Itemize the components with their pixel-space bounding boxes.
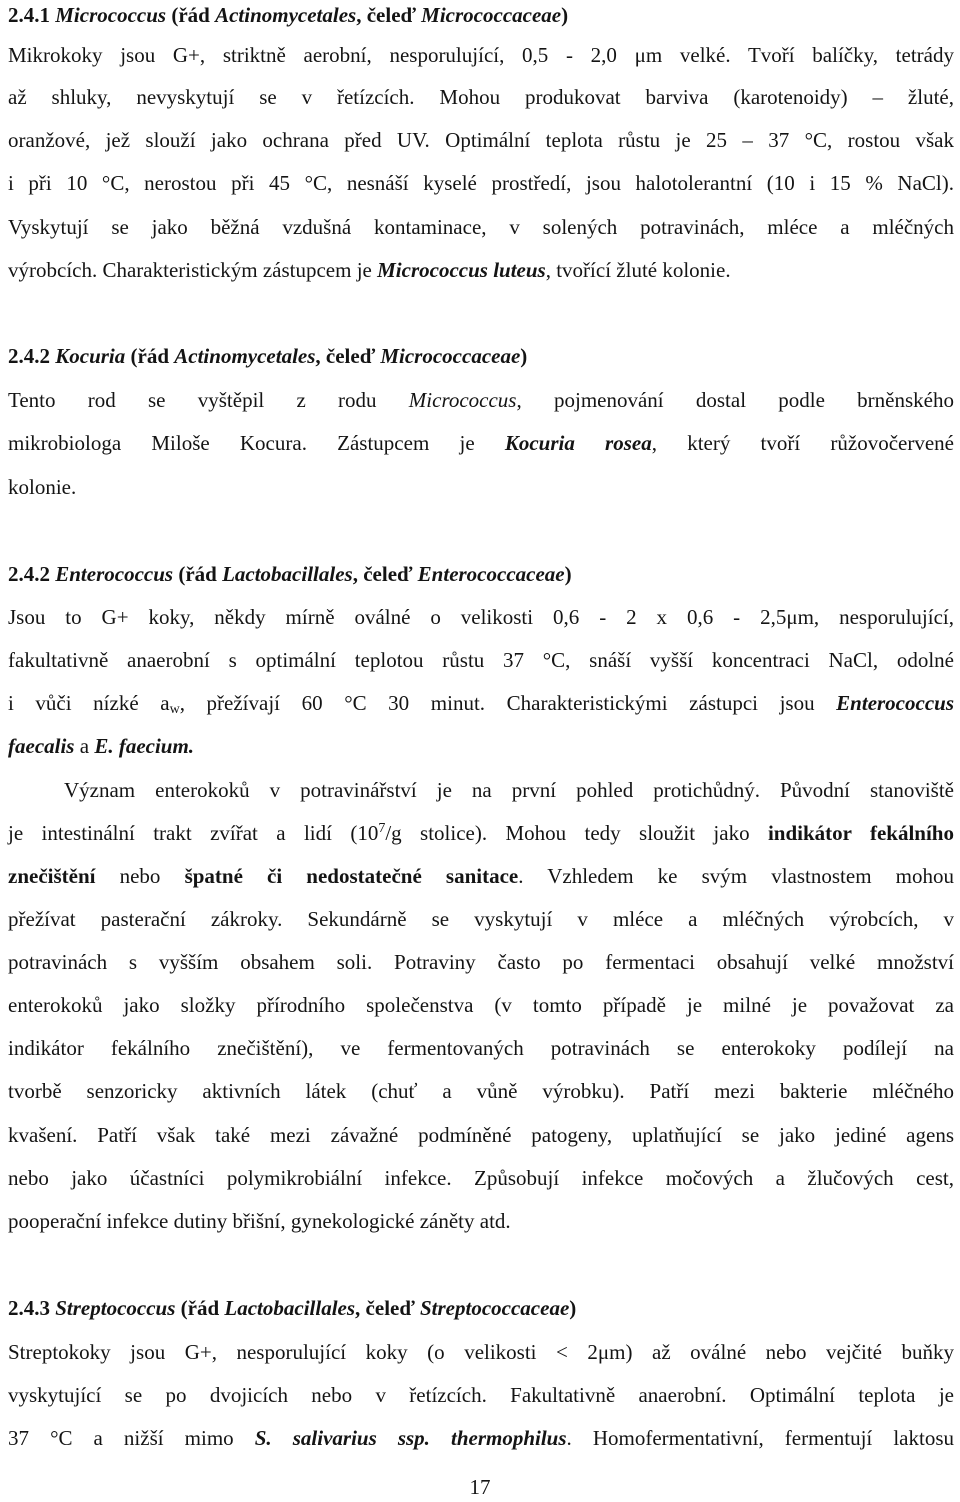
paragraph-line: 37 °C a nižší mimo S. salivarius ssp. thermophilus. Homofermentativní, fermentují laktosu — [8, 1426, 954, 1450]
paragraph-line: až shluky, nevyskytují se v řetízcích. Mohou produkovat barviva (karotenoidy) – žluté, — [8, 85, 954, 109]
paragraph-line: i při 10 °C, nerostou při 45 °C, nesnáší kyselé prostředí, jsou halotolerantní (10 i 15 % NaCl). — [8, 171, 954, 195]
paragraph-line: indikátor fekálního znečištění), ve fermentovaných potravinách se enterokoky podílejí na — [8, 1036, 954, 1060]
species-name: faecalis — [8, 734, 75, 758]
species-name: E. faecium. — [94, 734, 195, 758]
paragraph-line: faecalis a E. faecium. — [8, 734, 195, 758]
species-name: Enterococcus — [836, 691, 954, 715]
paragraph-line: Streptokoky jsou G+, nesporulující koky (o velikosti < 2μm) až oválné nebo vejčité buňky — [8, 1340, 954, 1364]
paragraph-line: Tento rod se vyštěpil z rodu Micrococcus, pojmenování dostal podle brněnského — [8, 388, 954, 412]
paragraph-line: kolonie. — [8, 475, 77, 499]
species-name: S. salivarius ssp. thermophilus — [254, 1426, 567, 1450]
species-name: Kocuria rosea — [504, 431, 652, 455]
paragraph-line: Význam enterokoků v potravinářství je na první pohled protichůdný. Původní stanoviště — [64, 778, 954, 802]
section-heading-micrococcus: 2.4.1 Micrococcus (řád Actinomycetales, čeleď Micrococcaceae) — [8, 3, 569, 27]
emphasis: znečištění — [8, 864, 96, 888]
paragraph-line: kvašení. Patří však také mezi závažné podmíněné patogeny, uplatňující se jako jediné agens — [8, 1123, 954, 1147]
paragraph-line: Jsou to G+ koky, někdy mírně oválné o velikosti 0,6 - 2 x 0,6 - 2,5μm, nesporulující, — [8, 605, 954, 629]
paragraph-line: přežívat pasterační zákroky. Sekundárně se vyskytují v mléce a mléčných výrobcích, v — [8, 907, 954, 931]
paragraph-line: znečištění nebo špatné či nedostatečné sanitace. Vzhledem ke svým vlastnostem mohou — [8, 864, 954, 888]
paragraph-line: pooperační infekce dutiny břišní, gynekologické záněty atd. — [8, 1209, 511, 1233]
paragraph-line: výrobcích. Charakteristickým zástupcem je Micrococcus luteus, tvořící žluté kolonie. — [8, 258, 731, 282]
genus-reference: Micrococcus — [408, 388, 517, 412]
paragraph-line: mikrobiologa Miloše Kocura. Zástupcem je Kocuria rosea, který tvoří růžovočervené — [8, 431, 954, 455]
paragraph-line: Mikrokoky jsou G+, striktně aerobní, nesporulující, 0,5 - 2,0 μm velké. Tvoří balíčky, tetrády — [8, 43, 954, 67]
paragraph-line: je intestinální trakt zvířat a lidí ($10^7/g$ stolice). Mohou tedy sloužit jako indikátor fekálního — [8, 821, 954, 845]
emphasis: indikátor fekálního — [767, 821, 954, 845]
paragraph-line: tvorbě senzoricky aktivních látek (chuť a vůně výrobku). Patří mezi bakterie mléčného — [8, 1079, 954, 1103]
section-heading-enterococcus: 2.4.2 Enterococcus (řád Lactobacillales, čeleď Enterococcaceae) — [8, 562, 572, 586]
paragraph-line: i vůči nízké $a_w$, přežívají 60 °C 30 minut. Charakteristickými zástupci jsou Enterococcus — [8, 691, 954, 717]
paragraph-line: nebo jako účastníci polymikrobiální infekce. Způsobují infekce močových a žlučových cest, — [8, 1166, 954, 1190]
paragraph-line: oranžové, jež slouží jako ochrana před UV. Optimální teplota růstu je 25 – 37 °C, rostou však — [8, 128, 954, 152]
section-heading-streptococcus: 2.4.3 Streptococcus (řád Lactobacillales, čeleď Streptococcaceae) — [8, 1296, 577, 1320]
paragraph-line: Vyskytují se jako běžná vzdušná kontaminace, v solených potravinách, mléce a mléčných — [8, 215, 954, 239]
section-heading-kocuria: 2.4.2 Kocuria (řád Actinomycetales, čeleď Micrococcaceae) — [8, 344, 528, 368]
paragraph-line: enterokoků jako složky přírodního společenstva (v tomto případě je milné je považovat za — [8, 993, 954, 1017]
paragraph-line: potravinách s vyšším obsahem soli. Potraviny často po fermentaci obsahují velké množství — [8, 950, 954, 974]
paragraph-line: fakultativně anaerobní s optimální teplotou růstu 37 °C, snáší vyšší koncentraci NaCl, odolné — [8, 648, 954, 672]
species-name: Micrococcus luteus — [377, 258, 546, 282]
page-number: 17 — [469, 1475, 491, 1499]
paragraph-line: vyskytující se po dvojicích nebo v řetízcích. Fakultativně anaerobní. Optimální teplota je — [8, 1383, 954, 1407]
emphasis: špatné či nedostatečné sanitace — [184, 864, 519, 888]
